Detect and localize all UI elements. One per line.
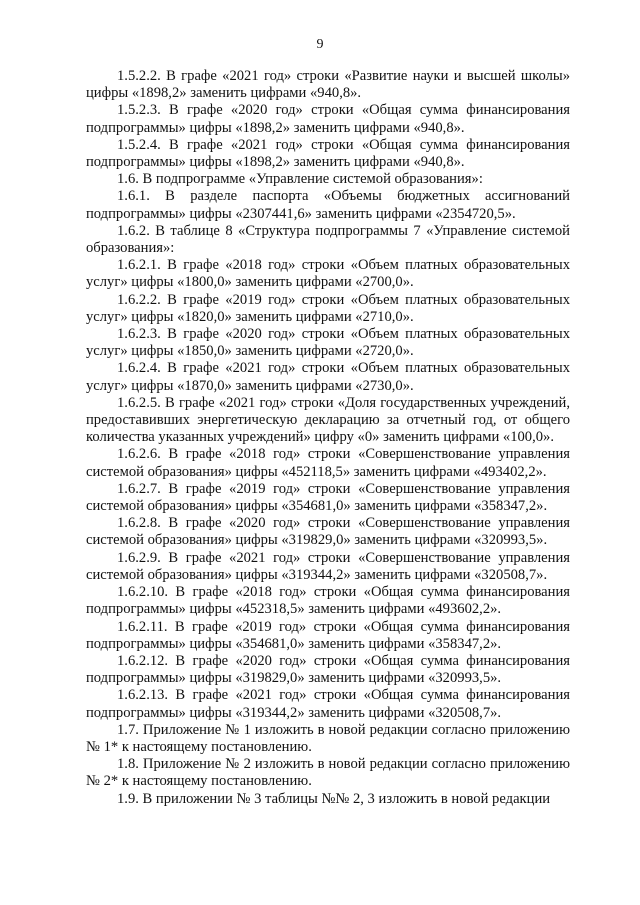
paragraph-1-6-2: 1.6.2. В таблице 8 «Структура подпрограммы 7 «Управление системой образования»: xyxy=(86,222,570,257)
paragraph-1-6-2-2: 1.6.2.2. В графе «2019 год» строки «Объем платных образовательных услуг» цифры «1820,0» заменить цифрами «2710,0». xyxy=(86,291,570,325)
paragraph-1-6-2-13: 1.6.2.13. В графе «2021 год» строки «Общая сумма финансирования подпрограммы» цифры «319344,2» заменить цифрами «320508,7». xyxy=(86,687,570,721)
paragraph-1-7: 1.7. Приложение № 1 изложить в новой редакции согласно приложению № 1* к настоящему постановлению. xyxy=(86,721,570,755)
paragraph-1-6: 1.6. В подпрограмме «Управление системой образования»: xyxy=(117,171,483,188)
paragraph-1-5-2-2: 1.5.2.2. В графе «2021 год» строки «Развитие науки и высшей школы» цифры «1898,2» заменить цифрами «940,8». xyxy=(86,68,570,102)
paragraph-1-6-2-9: 1.6.2.9. В графе «2021 год» строки «Совершенствование управления системой образования» цифры «319344,2» заменить цифрами «320508,7». xyxy=(86,549,570,583)
paragraph-1-6-2-11: 1.6.2.11. В графе «2019 год» строки «Общая сумма финансирования подпрограммы» цифры «354681,0» заменить цифрами «358347,2». xyxy=(86,618,570,652)
paragraph-1-6-2-4: 1.6.2.4. В графе «2021 год» строки «Объем платных образовательных услуг» цифры «1870,0» заменить цифрами «2730,0». xyxy=(86,360,570,394)
document-body xyxy=(86,68,570,808)
paragraph-1-6-2-5: 1.6.2.5. В графе «2021 год» строки «Доля государственных учреждений, предоставивших энергетическую декларацию за отчетный год, от общего количества указанных учреждений» цифру «0» заменить цифрами «100,0». xyxy=(86,394,570,446)
paragraph-1-6-2-1: 1.6.2.1. В графе «2018 год» строки «Объем платных образовательных услуг» цифры «1800,0» заменить цифрами «2700,0». xyxy=(86,257,570,291)
paragraph-1-5-2-4: 1.5.2.4. В графе «2021 год» строки «Общая сумма финансирования подпрограммы» цифры «1898,2» заменить цифрами «940,8». xyxy=(86,136,570,171)
paragraph-1-6-2-3: 1.6.2.3. В графе «2020 год» строки «Объем платных образовательных услуг» цифры «1850,0» заменить цифрами «2720,0». xyxy=(86,326,570,360)
paragraph-1-6-1: 1.6.1. В разделе паспорта «Объемы бюджетных ассигнований подпрограммы» цифры «2307441,6» заменить цифрами «2354720,5». xyxy=(86,188,570,222)
paragraph-1-5-2-3: 1.5.2.3. В графе «2020 год» строки «Общая сумма финансирования подпрограммы» цифры «1898,2» заменить цифрами «940,8». xyxy=(86,102,570,136)
paragraph-1-9: 1.9. В приложении № 3 таблицы №№ 2, 3 изложить в новой редакции xyxy=(117,790,551,807)
paragraph-1-6-2-8: 1.6.2.8. В графе «2020 год» строки «Совершенствование управления системой образования» цифры «319829,0» заменить цифрами «320993,5». xyxy=(86,515,570,549)
paragraph-1-6-2-10: 1.6.2.10. В графе «2018 год» строки «Общая сумма финансирования подпрограммы» цифры «452318,5» заменить цифрами «493602,2». xyxy=(86,584,570,618)
page-number: 9 xyxy=(316,37,324,52)
paragraph-1-8: 1.8. Приложение № 2 изложить в новой редакции согласно приложению № 2* к настоящему постановлению. xyxy=(86,756,570,790)
paragraph-1-6-2-6: 1.6.2.6. В графе «2018 год» строки «Совершенствование управления системой образования» цифры «452118,5» заменить цифрами «493402,2». xyxy=(86,446,570,480)
paragraph-1-6-2-7: 1.6.2.7. В графе «2019 год» строки «Совершенствование управления системой образования» цифры «354681,0» заменить цифрами «358347,2». xyxy=(86,480,570,515)
paragraph-1-6-2-12: 1.6.2.12. В графе «2020 год» строки «Общая сумма финансирования подпрограммы» цифры «319829,0» заменить цифрами «320993,5». xyxy=(86,652,570,687)
